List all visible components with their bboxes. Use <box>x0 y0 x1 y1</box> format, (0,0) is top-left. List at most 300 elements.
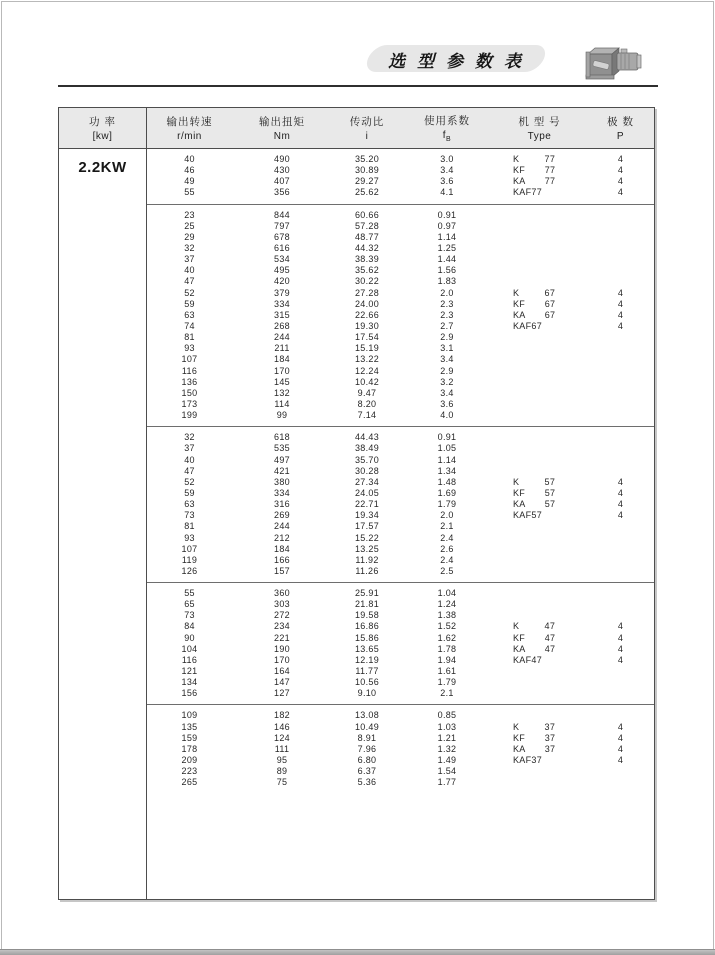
cell-torque: 170 <box>274 365 290 376</box>
col-header-poles <box>587 108 654 148</box>
cell-poles <box>587 410 654 421</box>
table-row <box>147 566 654 577</box>
cell-poles: 4 <box>617 176 624 187</box>
cell-torque: 111 <box>274 743 290 754</box>
cell-ratio: 10.42 <box>354 376 380 387</box>
cell-fb: 3.4 <box>440 387 454 398</box>
cell-poles: 4 <box>617 287 624 298</box>
cell-type: KAF37 <box>513 755 543 766</box>
table-row <box>147 733 654 744</box>
cell-fb: 4.0 <box>440 410 454 421</box>
cell-ratio: 6.37 <box>357 766 377 777</box>
cell-torque: 334 <box>274 487 290 498</box>
cell-poles <box>587 777 654 788</box>
cell-fb: 1.04 <box>437 588 457 599</box>
cell-ratio: 16.86 <box>354 621 380 632</box>
cell-ratio: 11.26 <box>355 565 379 576</box>
cell-speed: 109 <box>181 710 198 721</box>
cell-poles <box>587 544 654 555</box>
table-row <box>147 165 654 176</box>
table-row <box>147 766 654 777</box>
cell-type: K 67 <box>513 287 556 298</box>
cell-speed: 63 <box>184 499 195 510</box>
factor-subscript: B <box>446 136 452 143</box>
cell-ratio: 13.65 <box>354 643 380 654</box>
cell-speed: 223 <box>181 766 198 777</box>
cell-fb: 1.38 <box>437 610 457 621</box>
cell-torque: 166 <box>274 554 290 565</box>
table-row <box>147 477 654 488</box>
cell-torque: 190 <box>274 643 290 654</box>
cell-fb: 1.77 <box>437 777 457 788</box>
cell-speed: 93 <box>184 343 195 354</box>
cell-ratio: 15.22 <box>354 532 380 543</box>
cell-poles <box>587 555 654 566</box>
table-row <box>147 299 654 310</box>
cell-poles: 4 <box>617 154 624 164</box>
cell-torque: 244 <box>274 332 290 343</box>
cell-poles <box>587 388 654 399</box>
cell-fb: 2.6 <box>440 543 454 554</box>
cell-torque: 164 <box>274 666 290 677</box>
cell-speed: 59 <box>184 298 195 309</box>
col-header-power-zh: 功 率 <box>89 116 116 128</box>
cell-fb: 1.05 <box>437 443 457 454</box>
cell-poles: 4 <box>617 643 624 654</box>
cell-fb: 1.14 <box>437 231 457 242</box>
page-title: 选 型 参 数 表 <box>388 52 524 72</box>
table-row <box>147 410 654 421</box>
cell-fb: 1.25 <box>437 242 457 253</box>
cell-fb: 3.0 <box>440 154 454 164</box>
table-row <box>147 354 654 365</box>
cell-speed: 52 <box>184 287 195 298</box>
col-header-speed-unit: r/min <box>177 131 202 142</box>
table-row <box>147 777 654 788</box>
cell-fb: 0.85 <box>437 710 457 721</box>
cell-speed: 47 <box>184 276 195 287</box>
cell-torque: 127 <box>274 688 290 699</box>
cell-fb: 1.62 <box>437 632 457 643</box>
table-row <box>147 455 654 466</box>
cell-poles <box>587 666 654 677</box>
cell-speed: 150 <box>181 387 198 398</box>
cell-poles <box>587 265 654 276</box>
cell-speed: 32 <box>184 242 195 253</box>
cell-poles <box>587 332 654 343</box>
cell-torque: 360 <box>274 588 290 599</box>
cell-type: KAF47 <box>513 654 543 665</box>
cell-torque: 430 <box>274 165 290 176</box>
cell-poles: 4 <box>617 743 624 754</box>
cell-speed: 121 <box>181 666 198 677</box>
cell-ratio: 38.39 <box>354 254 380 265</box>
data-rows <box>147 149 654 899</box>
cell-fb: 2.3 <box>440 298 454 309</box>
table-row <box>147 343 654 354</box>
cell-fb: 2.4 <box>440 554 454 565</box>
cell-ratio: 38.49 <box>354 443 380 454</box>
cell-ratio: 6.80 <box>357 755 377 766</box>
cell-fb: 1.79 <box>437 677 457 688</box>
table-row <box>147 466 654 477</box>
cell-fb: 2.9 <box>440 365 454 376</box>
table-row <box>147 377 654 388</box>
cell-speed: 93 <box>184 532 195 543</box>
cell-poles <box>587 210 654 221</box>
cell-ratio: 24.05 <box>354 487 380 498</box>
cell-torque: 114 <box>274 398 290 409</box>
cell-type <box>492 254 587 265</box>
cell-torque: 272 <box>274 610 290 621</box>
cell-fb: 3.2 <box>440 376 454 387</box>
cell-speed: 63 <box>184 309 195 320</box>
cell-fb: 0.91 <box>437 432 457 443</box>
cell-ratio: 22.66 <box>354 309 380 320</box>
cell-speed: 23 <box>184 209 195 220</box>
col-header-power <box>59 108 147 148</box>
cell-type: K 37 <box>513 721 556 732</box>
cell-poles <box>587 599 654 610</box>
cell-poles <box>587 276 654 287</box>
col-header-poles-unit: P <box>616 131 625 142</box>
cell-speed: 52 <box>184 476 195 487</box>
cell-torque: 421 <box>274 465 290 476</box>
col-header-torque-unit: Nm <box>273 131 291 142</box>
cell-torque: 124 <box>274 732 290 743</box>
cell-ratio: 48.77 <box>354 231 380 242</box>
cell-ratio: 11.77 <box>355 666 379 677</box>
cell-ratio: 17.57 <box>354 521 380 532</box>
motor-body <box>617 49 641 70</box>
cell-ratio: 27.34 <box>354 476 380 487</box>
cell-speed: 84 <box>184 621 195 632</box>
page-footer-bar <box>0 949 715 955</box>
cell-torque: 380 <box>274 476 290 487</box>
col-header-service-factor-unit <box>443 130 451 143</box>
col-header-ratio-zh: 传动比 <box>349 116 385 128</box>
cell-speed: 40 <box>184 265 195 276</box>
cell-poles <box>587 455 654 466</box>
cell-fb: 3.6 <box>440 176 454 187</box>
cell-fb: 2.9 <box>440 332 454 343</box>
cell-type <box>492 332 587 343</box>
cell-speed: 107 <box>181 354 198 365</box>
cell-type <box>492 610 587 621</box>
cell-type: KA 57 <box>513 499 556 510</box>
cell-fb: 1.61 <box>437 666 457 677</box>
cell-torque: 184 <box>274 543 290 554</box>
cell-fb: 2.1 <box>440 688 454 699</box>
table-row <box>147 399 654 410</box>
cell-poles: 4 <box>617 320 624 331</box>
table-row <box>147 533 654 544</box>
table-row <box>147 366 654 377</box>
cell-ratio: 29.27 <box>354 176 380 187</box>
cell-fb: 4.1 <box>440 187 454 198</box>
cell-speed: 32 <box>184 432 195 443</box>
ratio-group <box>147 149 654 204</box>
cell-ratio: 30.22 <box>354 276 380 287</box>
cell-ratio: 30.28 <box>354 465 380 476</box>
cell-poles <box>587 588 654 599</box>
cell-fb: 1.48 <box>437 476 457 487</box>
cell-ratio: 9.10 <box>357 688 377 699</box>
cell-poles: 4 <box>617 476 624 487</box>
cell-speed: 126 <box>181 565 198 576</box>
table-row <box>147 432 654 443</box>
cell-ratio: 25.62 <box>354 187 380 198</box>
cell-fb: 1.83 <box>437 276 457 287</box>
table-row <box>147 488 654 499</box>
cell-type <box>492 588 587 599</box>
cell-type: K 57 <box>513 476 556 487</box>
cell-poles: 4 <box>617 487 624 498</box>
cell-type <box>492 666 587 677</box>
cell-ratio: 57.28 <box>354 220 380 231</box>
col-header-ratio-unit: i <box>365 131 369 142</box>
cell-torque: 316 <box>274 499 290 510</box>
cell-type <box>492 265 587 276</box>
table-row <box>147 210 654 221</box>
cell-type: KF 47 <box>513 632 556 643</box>
cell-ratio: 44.32 <box>354 242 380 253</box>
cell-fb: 2.5 <box>440 565 454 576</box>
table-row <box>147 499 654 510</box>
table-row <box>147 321 654 332</box>
cell-speed: 178 <box>181 743 198 754</box>
cell-type <box>492 766 587 777</box>
cell-poles: 4 <box>617 654 624 665</box>
cell-torque: 315 <box>274 309 290 320</box>
cell-poles: 4 <box>617 187 624 198</box>
cell-type: KA 37 <box>513 743 556 754</box>
table-row <box>147 243 654 254</box>
selection-table <box>58 107 655 900</box>
cell-type: KF 57 <box>513 487 556 498</box>
cell-type <box>492 443 587 454</box>
col-header-speed <box>147 108 232 148</box>
cell-fb: 1.79 <box>437 499 457 510</box>
cell-speed: 134 <box>181 677 198 688</box>
table-row <box>147 254 654 265</box>
cell-poles <box>587 521 654 532</box>
table-row <box>147 644 654 655</box>
cell-poles: 4 <box>617 499 624 510</box>
cell-ratio: 12.24 <box>354 365 380 376</box>
cell-torque: 490 <box>274 154 290 164</box>
cell-torque: 497 <box>274 454 290 465</box>
cell-speed: 65 <box>184 599 195 610</box>
cell-type: KA 47 <box>513 643 556 654</box>
cell-type: K 47 <box>513 621 556 632</box>
cell-ratio: 25.91 <box>354 588 380 599</box>
cell-speed: 265 <box>181 777 198 788</box>
cell-torque: 379 <box>274 287 290 298</box>
cell-fb: 1.52 <box>437 621 457 632</box>
cell-poles <box>587 566 654 577</box>
cell-type <box>492 677 587 688</box>
cell-fb: 2.1 <box>440 521 454 532</box>
cell-fb: 3.1 <box>440 343 454 354</box>
cell-speed: 74 <box>184 320 195 331</box>
cell-type <box>492 566 587 577</box>
cell-fb: 1.14 <box>437 454 457 465</box>
cell-ratio: 10.49 <box>354 721 380 732</box>
ratio-group <box>147 704 654 899</box>
cell-torque: 234 <box>274 621 290 632</box>
cell-fb: 2.4 <box>440 532 454 543</box>
cell-ratio: 60.66 <box>354 209 380 220</box>
cell-torque: 95 <box>276 755 288 766</box>
cell-type <box>492 710 587 721</box>
cell-type: KAF77 <box>513 187 543 198</box>
col-header-type <box>492 108 587 148</box>
cell-speed: 209 <box>181 755 198 766</box>
table-row <box>147 265 654 276</box>
cell-ratio: 35.70 <box>354 454 380 465</box>
cell-type <box>492 232 587 243</box>
cell-fb: 1.54 <box>437 766 457 777</box>
cell-type <box>492 533 587 544</box>
cell-type: KA 67 <box>513 309 556 320</box>
cell-type <box>492 210 587 221</box>
cell-speed: 159 <box>181 732 198 743</box>
cell-fb: 0.97 <box>437 220 457 231</box>
cell-torque: 147 <box>274 677 290 688</box>
cell-type <box>492 410 587 421</box>
cell-ratio: 30.89 <box>354 165 380 176</box>
cell-speed: 199 <box>181 410 198 421</box>
col-header-type-unit: Type <box>527 131 552 142</box>
cell-poles <box>587 533 654 544</box>
cell-poles: 4 <box>617 632 624 643</box>
cell-ratio: 8.20 <box>357 398 377 409</box>
cell-poles <box>587 688 654 699</box>
cell-poles <box>587 766 654 777</box>
cell-poles <box>587 221 654 232</box>
cell-speed: 73 <box>184 510 195 521</box>
cell-speed: 119 <box>181 554 198 565</box>
cell-speed: 37 <box>184 443 195 454</box>
cell-type <box>492 466 587 477</box>
table-row <box>147 510 654 521</box>
cell-fb: 1.94 <box>437 654 457 665</box>
cell-fb: 1.21 <box>437 732 457 743</box>
cell-poles <box>587 232 654 243</box>
cell-ratio: 10.56 <box>354 677 380 688</box>
cell-poles: 4 <box>617 721 624 732</box>
cell-speed: 49 <box>184 176 195 187</box>
cell-torque: 89 <box>276 766 288 777</box>
table-row <box>147 633 654 644</box>
cell-ratio: 13.22 <box>354 354 380 365</box>
cell-torque: 678 <box>274 231 290 242</box>
cell-speed: 81 <box>184 332 195 343</box>
cell-type: KA 77 <box>513 176 556 187</box>
cell-poles: 4 <box>617 510 624 521</box>
cell-type <box>492 388 587 399</box>
cell-ratio: 13.08 <box>354 710 380 721</box>
cell-ratio: 5.36 <box>357 777 377 788</box>
table-row <box>147 176 654 187</box>
cell-ratio: 7.14 <box>357 410 377 421</box>
cell-ratio: 35.62 <box>354 265 380 276</box>
table-row <box>147 187 654 198</box>
table-row <box>147 677 654 688</box>
table-row <box>147 710 654 721</box>
cell-poles <box>587 399 654 410</box>
cell-torque: 534 <box>274 254 290 265</box>
cell-type: KAF67 <box>513 320 543 331</box>
cell-speed: 107 <box>181 543 198 554</box>
cell-torque: 184 <box>274 354 290 365</box>
cell-poles: 4 <box>617 621 624 632</box>
cell-poles: 4 <box>617 755 624 766</box>
cell-torque: 407 <box>274 176 290 187</box>
cell-speed: 90 <box>184 632 195 643</box>
cell-speed: 40 <box>184 154 195 164</box>
cell-type: K 77 <box>513 154 556 164</box>
cell-ratio: 11.92 <box>355 554 379 565</box>
col-header-torque <box>232 108 332 148</box>
col-header-type-zh: 机 型 号 <box>518 116 561 128</box>
table-row <box>147 521 654 532</box>
cell-ratio: 19.58 <box>354 610 380 621</box>
cell-torque: 797 <box>274 220 290 231</box>
cell-type <box>492 521 587 532</box>
col-header-service-factor-zh: 使用系数 <box>424 115 470 127</box>
cell-ratio: 35.20 <box>354 154 380 164</box>
cell-torque: 420 <box>274 276 290 287</box>
cell-ratio: 44.43 <box>354 432 380 443</box>
cell-torque: 334 <box>274 298 290 309</box>
cell-poles <box>587 432 654 443</box>
cell-fb: 2.7 <box>440 320 454 331</box>
cell-speed: 116 <box>181 365 198 376</box>
cell-poles: 4 <box>617 732 624 743</box>
cell-speed: 46 <box>184 165 195 176</box>
table-body <box>59 149 654 899</box>
cell-speed: 116 <box>181 654 198 665</box>
cell-poles <box>587 343 654 354</box>
table-row <box>147 443 654 454</box>
cell-torque: 618 <box>274 432 290 443</box>
cell-poles <box>587 466 654 477</box>
cell-torque: 157 <box>274 565 290 576</box>
ratio-group <box>147 204 654 427</box>
cell-torque: 844 <box>274 209 290 220</box>
cell-fb: 1.24 <box>437 599 457 610</box>
cell-torque: 211 <box>274 343 290 354</box>
cell-speed: 40 <box>184 454 195 465</box>
cell-speed: 173 <box>181 398 198 409</box>
cell-type: KF 77 <box>513 165 556 176</box>
cell-type <box>492 599 587 610</box>
cell-fb: 1.56 <box>437 265 457 276</box>
cell-type <box>492 243 587 254</box>
cell-type <box>492 366 587 377</box>
cell-torque: 303 <box>274 599 290 610</box>
cell-type <box>492 688 587 699</box>
gearmotor-image <box>581 42 645 86</box>
table-row <box>147 154 654 165</box>
cell-type <box>492 399 587 410</box>
cell-speed: 47 <box>184 465 195 476</box>
table-header <box>59 108 654 149</box>
table-row <box>147 588 654 599</box>
cell-ratio: 19.34 <box>354 510 380 521</box>
